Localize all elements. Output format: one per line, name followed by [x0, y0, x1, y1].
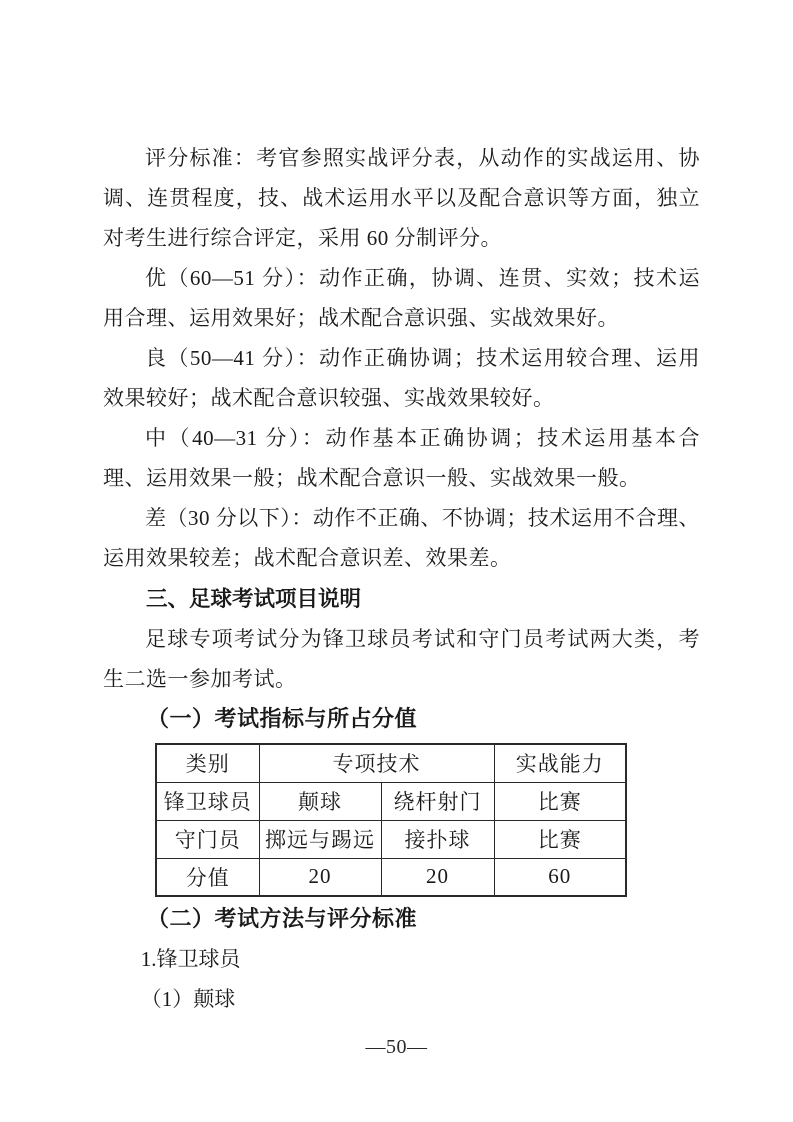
table-cell: 20 — [381, 858, 494, 896]
table-row-points — [156, 858, 626, 896]
table-cell: 分值 — [156, 858, 259, 896]
table-cell: 20 — [259, 858, 381, 896]
page-content — [103, 138, 700, 1019]
paragraph-grade-good: 良（50—41 分）：动作正确协调；技术运用较合理、运用效果较好；战术配合意识较强、实战效果较好。 — [103, 346, 700, 410]
exam-score-table — [155, 743, 627, 897]
heading-sub-two: （二）考试方法与评分标准 — [147, 906, 418, 931]
table-row-forward-players — [156, 782, 626, 820]
paragraph-grade-excellent: 优（60—51 分）：动作正确，协调、连贯、实效；技术运用合理、运用效果好；战术配合意识强、实战效果好。 — [103, 266, 700, 330]
table-cell: 颠球 — [259, 782, 381, 820]
heading-sub-one: （一）考试指标与所占分值 — [147, 706, 418, 731]
table-cell: 锋卫球员 — [156, 782, 259, 820]
table-cell: 绕杆射门 — [381, 782, 494, 820]
paragraph-football-intro: 足球专项考试分为锋卫球员考试和守门员考试两大类，考生二选一参加考试。 — [103, 627, 700, 691]
table-header-category: 类别 — [156, 744, 259, 782]
table-cell: 守门员 — [156, 820, 259, 858]
list-item-juggling: （1）颠球 — [140, 987, 236, 1011]
paragraph-grade-poor: 差（30 分以下）：动作不正确、不协调；技术运用不合理、运用效果较差；战术配合意识差、效果差。 — [103, 506, 700, 570]
paragraph-grade-average: 中（40—31 分）：动作基本正确协调；技术运用基本合理、运用效果一般；战术配合意识一般、实战效果一般。 — [103, 426, 700, 490]
paragraph-scoring-criteria: 评分标准：考官参照实战评分表，从动作的实战运用、协调、连贯程度，技、战术运用水平以及配合意识等方面，独立对考生进行综合评定，采用 60 分制评分。 — [103, 146, 700, 250]
table-header-row — [156, 744, 626, 782]
table-cell: 比赛 — [494, 820, 626, 858]
page-number: —50— — [365, 1036, 428, 1058]
table-cell: 60 — [494, 858, 626, 896]
table-cell: 接扑球 — [381, 820, 494, 858]
table-header-practical-ability: 实战能力 — [494, 744, 626, 782]
table-header-special-technique: 专项技术 — [259, 744, 494, 782]
table-cell: 掷远与踢远 — [259, 820, 381, 858]
table-cell: 比赛 — [494, 782, 626, 820]
list-item-forward-players: 1.锋卫球员 — [140, 947, 241, 971]
table-row-goalkeeper — [156, 820, 626, 858]
heading-section-three: 三、足球考试项目说明 — [146, 587, 362, 611]
